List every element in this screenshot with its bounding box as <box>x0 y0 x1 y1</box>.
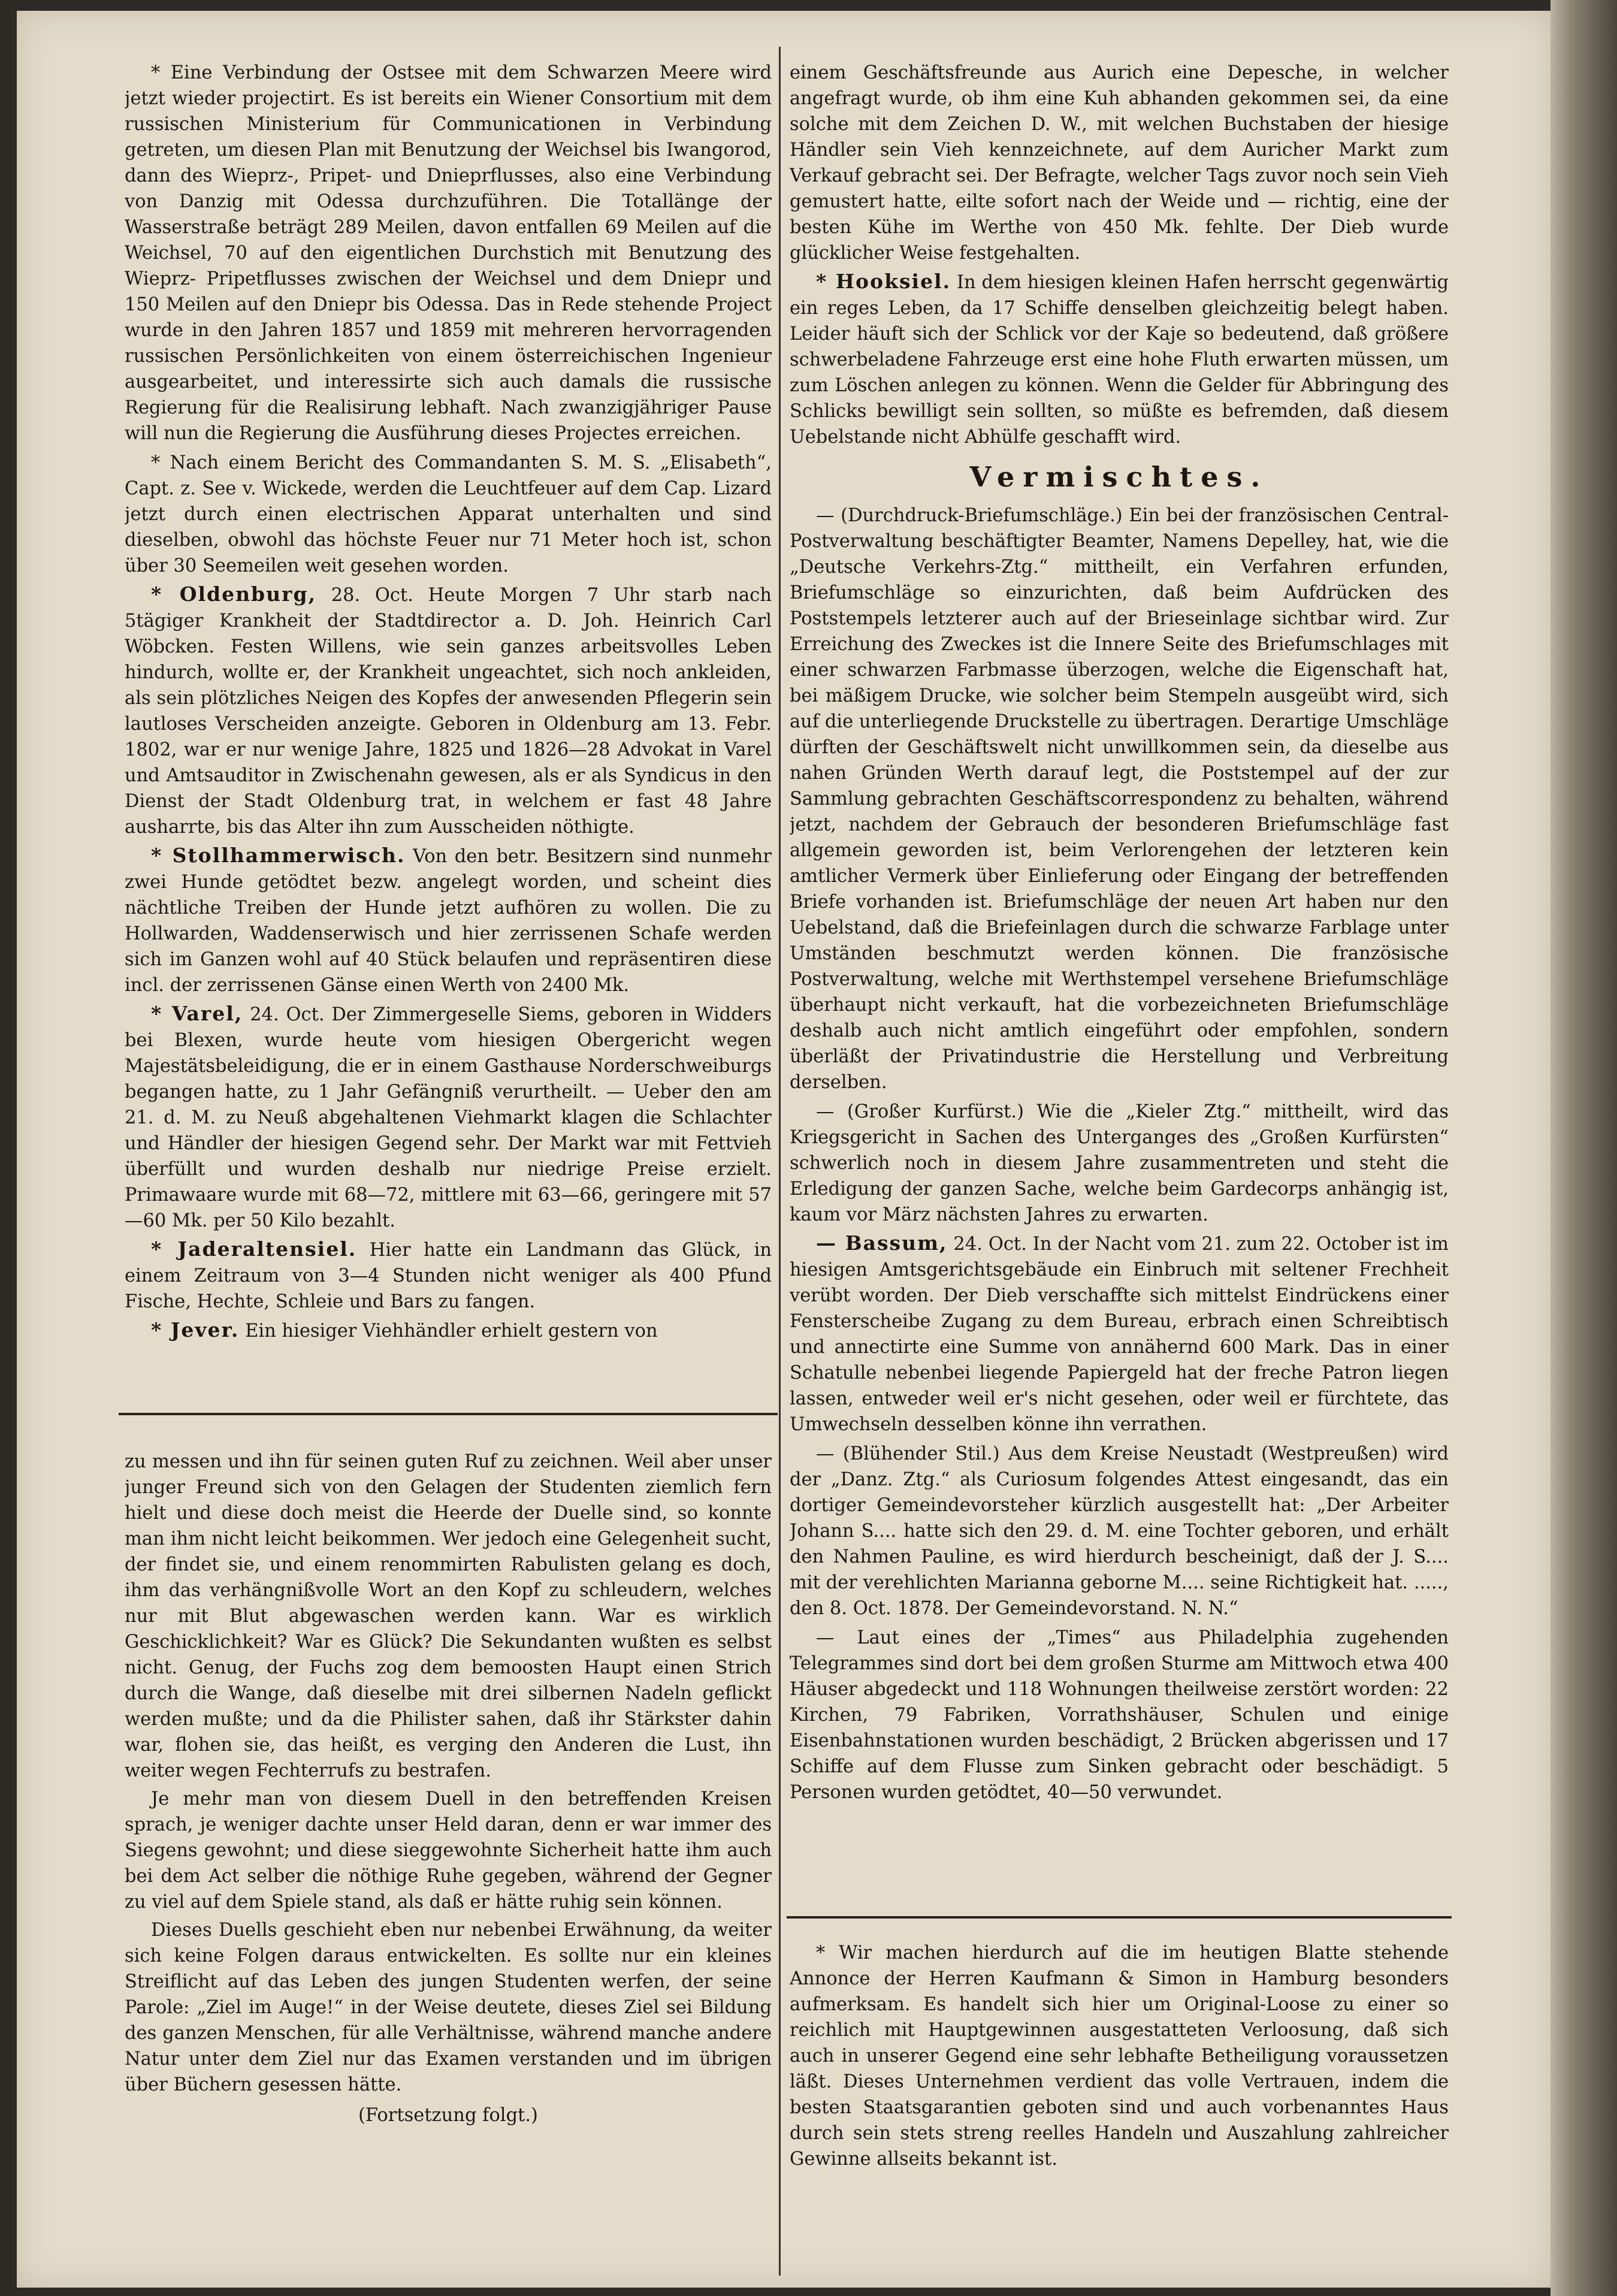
announcement-kaufmann-simon: * Wir machen hierdurch auf die im heutigen Blatte stehende Annonce der Herren Kaufmann & Simon in Hamburg besonders aufmerksam. Es handelt sich hier um Original-Loose zu einer so reichlich mit Hauptgewinnen ausgestatteten Verloosung, daß sich auch in unserer Gegend eine sehr lebhafte Betheiligung voraussetzen läßt. Dieses Unternehmen verdient das volle Vertrauen, indem die besten Staatsgarantien geboten sind und auch vorbenanntes Haus durch sein stets streng reelles Handeln und Auszahlung zahlreicher Gewinne allseits bekannt ist. <box>790 1942 1449 2170</box>
article-bassum: — Bassum, 24. Oct. In der Nacht vom 21. zum 22. October ist im hiesigen Amtsgerichtsgebäude ein Einbruch mit seltener Frechheit verübt worden. Der Dieb verschaffte sich mittelst Eindrückens einer Fensterscheibe Zugang zu dem Bureau, erbrach einen Schreibtisch und annectirte eine Summe von annähernd 600 Mark. Das in einer Schatulle nebenbei liegende Papiergeld hat der freche Patron liegen lassen, entweder weil er's nicht gesehen, oder weil er fürchtete, das Umwechseln desselben könne ihn verrathen. <box>790 1231 1449 1435</box>
article-jever: * Jever. Ein hiesiger Viehhändler erhielt gestern von <box>151 1318 658 1342</box>
article-stollhammerwisch: * Stollhammerwisch. Von den betr. Besitzern sind nunmehr zwei Hunde getödtet bezw. angelegt worden, und scheint dies nächtliche Treiben der Hunde jetzt aufhören zu wollen. Die zu Hollwarden, Waddenserwisch und hier zerrissenen Schafe werden sich im Ganzen wohl auf 40 Stück belaufen und repräsentiren diese incl. der zerrissenen Gänse einen Werth von 2400 Mk. <box>125 844 772 996</box>
feuilleton-paragraph: Dieses Duells geschieht eben nur nebenbei Erwähnung, da weiter sich keine Folgen daraus entwickelten. Es sollte nur ein kleines Streiflicht auf das Leben des jungen Studenten werfen, der seine Parole: „Ziel im Auge!“ in der Weise deutete, dieses Ziel sei Bildung des ganzen Menschen, für alle Verhältnisse, während manche andere Natur unter dem Ziel nur das Examen verstanden und im übrigen über Büchern gesessen hätte. <box>125 1920 772 2095</box>
article-hooksiel: * Hooksiel. In dem hiesigen kleinen Hafen herrscht gegenwärtig ein reges Leben, da 17 Schiffe denselben gleichzeitig belegt haben. Leider häuft sich der Schlick vor der Kaje so bedeutend, daß größere schwerbeladene Fahrzeuge erst eine hohe Fluth erwarten müssen, um zum Löschen anlegen zu können. Wenn die Gelder für Abbringung des Schlicks bewilligt sein sollten, so müßte es befremden, daß diesem Uebelstande nicht Abhülfe geschafft wird. <box>790 270 1449 448</box>
section-heading-vermischtes: Vermischtes. <box>969 461 1269 493</box>
continuation-note: (Fortsetzung folgt.) <box>358 2105 538 2126</box>
feuilleton-paragraph: Je mehr man von diesem Duell in den betreffenden Kreisen sprach, je weniger dachte unser Held daran, denn er war immer des Siegens gewohnt; und diese sieggewohnte Sicherheit hatte ihm auch bei dem Act selber die nöthige Ruhe gegeben, während der Gegner zu viel auf dem Spiele stand, als daß er hätte ruhig sein können. <box>125 1789 772 1913</box>
column-divider <box>779 47 781 2276</box>
dateline-varel: * Varel, <box>151 1002 243 1025</box>
dateline-oldenburg: * Oldenburg, <box>151 582 317 606</box>
article-philadelphia: — Laut eines der „Times“ aus Philadelphia zugehenden Telegrammes sind dort bei dem großen Sturme am Mittwoch etwa 400 Häuser abgedeckt und 118 Wohnungen theilweise zerstört worden: 22 Kirchen, 79 Fabriken, Vorrathshäuser, Schulen und einige Eisenbahnstationen wurden beschädigt, 2 Brücken abgerissen und 17 Schiffe auf dem Flusse zum Sinken gebracht oder beschädigt. 5 Personen wurden getödtet, 40—50 verwundet. <box>790 1627 1449 1803</box>
feuilleton-paragraph: zu messen und ihn für seinen guten Ruf zu zeichnen. Weil aber unser junger Freund sich von den Gelagen der Studenten ziemlich fern hielt und diese doch meist die Heerde der Duelle sind, so konnte man ihm nicht leicht beikommen. Wer jedoch eine Gelegenheit sucht, der findet sie, und einem renommirten Rabulisten gelang es doch, ihm das verhängnißvolle Wort an den Kopf zu schleudern, welches nur mit Blut abgewaschen werden kann. War es wirklich Geschicklichkeit? War es Glück? Die Sekundanten wußten es selbst nicht. Genug, der Fuchs zog dem bemoosten Haupt einen Strich durch die Wange, daß dieselbe mit drei silbernen Nadeln geflickt werden mußte; und da die Philister sahen, daß ihr Stärkster dahin war, flohen sie, das heißt, es verging den Anderen die Lust, ihn weiter wegen Fechterrufs zu bestrafen. <box>125 1451 772 1781</box>
dateline-jever: * Jever. <box>151 1318 240 1342</box>
article-grosser-kurfuerst: — (Großer Kurfürst.) Wie die „Kieler Ztg.“ mittheilt, wird das Kriegsgericht in Sachen des Unterganges des „Großen Kurfürsten“ schwerlich noch in diesem Jahre zusammentreten und steht die Erledigung der ganzen Sache, welche beim Gardecorps anhängig ist, kaum vor März nächsten Jahres zu erwarten. <box>790 1101 1449 1225</box>
dateline-stollhammerwisch: * Stollhammerwisch. <box>151 844 406 867</box>
dateline-jaderaltensiel: * Jaderaltensiel. <box>151 1237 357 1261</box>
page-edge-shadow <box>1550 0 1617 2296</box>
left-column-top <box>125 59 772 1359</box>
article-varel: * Varel, 24. Oct. Der Zimmergeselle Siems, geboren in Widders bei Blexen, wurde heute vom hiesigen Obergericht wegen Majestätsbeleidigung, die er in einem Gasthause Norderschweiburgs begangen hatte, zu 1 Jahr Gefängniß verurtheilt. — Ueber den am 21. d. M. zu Neuß abgehaltenen Viehmarkt klagen die Schlachter und Händler der hiesigen Gegend sehr. Der Markt war mit Fettvieh überfüllt und wurden deshalb nur niedrige Preise erzielt. Primawaare wurde mit 68—72, mittlere mit 63—66, geringere mit 57—60 Mk. per 50 Kilo bezahlt. <box>125 1002 772 1231</box>
feuilleton-column <box>125 1449 772 2264</box>
article-briefumschlaege: — (Durchdruck-Briefumschläge.) Ein bei der französischen Central-Postverwaltung beschäftigter Beamter, Namens Depelley, hat, wie die „Deutsche Verkehrs-Ztg.“ mittheilt, ein Verfahren erfunden, Briefumschläge so einzurichten, daß beim Aufdrücken des Poststempels letzterer auch auf der Brieseinlage sichtbar wird. Zur Erreichung des Zweckes ist die Innere Seite des Briefumschlages mit einer schwarzen Farbmasse überzogen, welche die Eigenschaft hat, bei mäßigem Drucke, wie solcher beim Stempeln ausgeübt wird, sich auf die unterliegende Druckstelle zu übertragen. Derartige Umschläge dürften der Geschäftswelt nicht unwillkommen sein, da dieselbe aus nahen Gründen Werth darauf legt, die Poststempel auf der zur Sammlung gebrachten Geschäftscorrespondenz zu behalten, während jetzt, nachdem der Gebrauch der besonderen Briefumschläge fast allgemein geworden ist, beim Verlorengehen der letzteren kein amtlicher Vermerk über Einlieferung oder Eingang der betreffenden Briefe vorhanden ist. Briefumschläge der neuen Art haben nur den Uebelstand, daß die Briefeinlagen durch die schwarze Farblage unter Umständen beschmutzt werden können. Die französische Postverwaltung, welche mit Werthstempel versehene Briefumschläge überhaupt nicht verkauft, hat die vorbezeichneten Briefumschläge deshalb auch nicht amtlich eingeführt oder empfohlen, sondern überläßt der Privatindustrie die Herstellung und Verbreitung derselben. <box>790 505 1449 1093</box>
article-elisabeth: * Nach einem Bericht des Commandanten S. M. S. „Elisabeth“, Capt. z. See v. Wickede, werden die Leuchtfeuer auf dem Cap. Lizard jetzt durch einen electrischen Apparat unterhalten und sind dieselben, obwohl das höchste Feuer nur 71 Meter hoch ist, schon über 30 Seemeilen weit gesehen worden. <box>125 452 772 576</box>
article-ostsee: * Eine Verbindung der Ostsee mit dem Schwarzen Meere wird jetzt wieder projectirt. Es ist bereits ein Wiener Consortium mit dem russischen Ministerium für Communicationen in Verbindung getreten, um diesen Plan mit Benutzung der Weichsel bis Iwangorod, dann des Wieprz-, Pripet- und Dnieprflusses, also eine Verbindung von Danzig mit Odessa durchzuführen. Die Totallänge der Wasserstraße beträgt 289 Meilen, davon entfallen 69 Meilen auf die Weichsel, 70 auf den eigentlichen Durchstich mit Benutzung des Wieprz- Pripetflusses zwischen der Weichsel und dem Dniepr und 150 Meilen auf den Dniepr bis Odessa. Das in Rede stehende Project wurde in den Jahren 1857 und 1859 mit mehreren hervorragenden russischen Persönlichkeiten von einem österreichischen Ingenieur ausgearbeitet, und interessirte sich auch damals die russische Regierung für die Realisirung lebhaft. Nach zwanzigjähriger Pause will nun die Regierung die Ausführung dieses Projectes erreichen. <box>125 62 772 444</box>
dateline-bassum: — Bassum, <box>816 1231 948 1255</box>
right-column <box>790 59 1449 1904</box>
article-jaderaltensiel: * Jaderaltensiel. Hier hatte ein Landmann das Glück, in einem Zeitraum von 3—4 Stunden nicht weniger als 400 Pfund Fische, Hechte, Schleie und Bars zu fangen. <box>125 1237 772 1312</box>
feuilleton-divider <box>119 1413 778 1415</box>
announcement-divider <box>787 1916 1452 1919</box>
newspaper-page <box>17 11 1550 2288</box>
article-bluehender-stil: — (Blühender Stil.) Aus dem Kreise Neustadt (Westpreußen) wird der „Danz. Ztg.“ als Curiosum folgendes Attest eingesandt, das ein dortiger Gemeindevorsteher kürzlich ausgestellt hat: „Der Arbeiter Johann S.... hatte sich den 29. d. M. eine Tochter geboren, und erhält den Nahmen Pauline, es wird hierdurch bescheinigt, daß der J. S.... mit der verehlichten Marianna geborne M.... seine Richtigkeit hat. ....., den 8. Oct. 1878. Der Gemeindevorstand. N. N.“ <box>790 1443 1449 1619</box>
article-jever-cont: einem Geschäftsfreunde aus Aurich eine Depesche, in welcher angefragt wurde, ob ihm eine Kuh abhanden gekommen sei, da eine solche mit dem Zeichen D. W., mit welchen Buchstaben der hiesige Händler sein Vieh kennzeichnete, auf dem Auricher Markt zum Verkauf gebracht sei. Der Befragte, welcher Tags zuvor noch sein Vieh gemustert hatte, eilte sofort nach der Weide und — richtig, eine der besten Kühe im Werthe von 450 Mk. fehlte. Der Dieb wurde glücklicher Weise festgehalten. <box>790 62 1449 264</box>
announcement-column <box>790 1940 1449 2252</box>
article-oldenburg: * Oldenburg, 28. Oct. Heute Morgen 7 Uhr starb nach 5tägiger Krankheit der Stadtdirector a. D. Joh. Heinrich Carl Wöbcken. Festen Willens, wie sein ganzes arbeitsvolles Leben hindurch, wollte er, der Krankheit ungeachtet, sich noch ankleiden, als sein plötzliches Neigen des Kopfes der anwesenden Pflegerin sein lautloses Verscheiden anzeigte. Geboren in Oldenburg am 13. Febr. 1802, war er nur wenige Jahre, 1825 und 1826—28 Advokat in Varel und Amtsauditor in Zwischenahn gewesen, als er als Syndicus in den Dienst der Stadt Oldenburg trat, in welchem er fast 48 Jahre ausharrte, bis das Alter ihn zum Ausscheiden nöthigte. <box>125 582 772 838</box>
dateline-hooksiel: * Hooksiel. <box>816 270 951 293</box>
